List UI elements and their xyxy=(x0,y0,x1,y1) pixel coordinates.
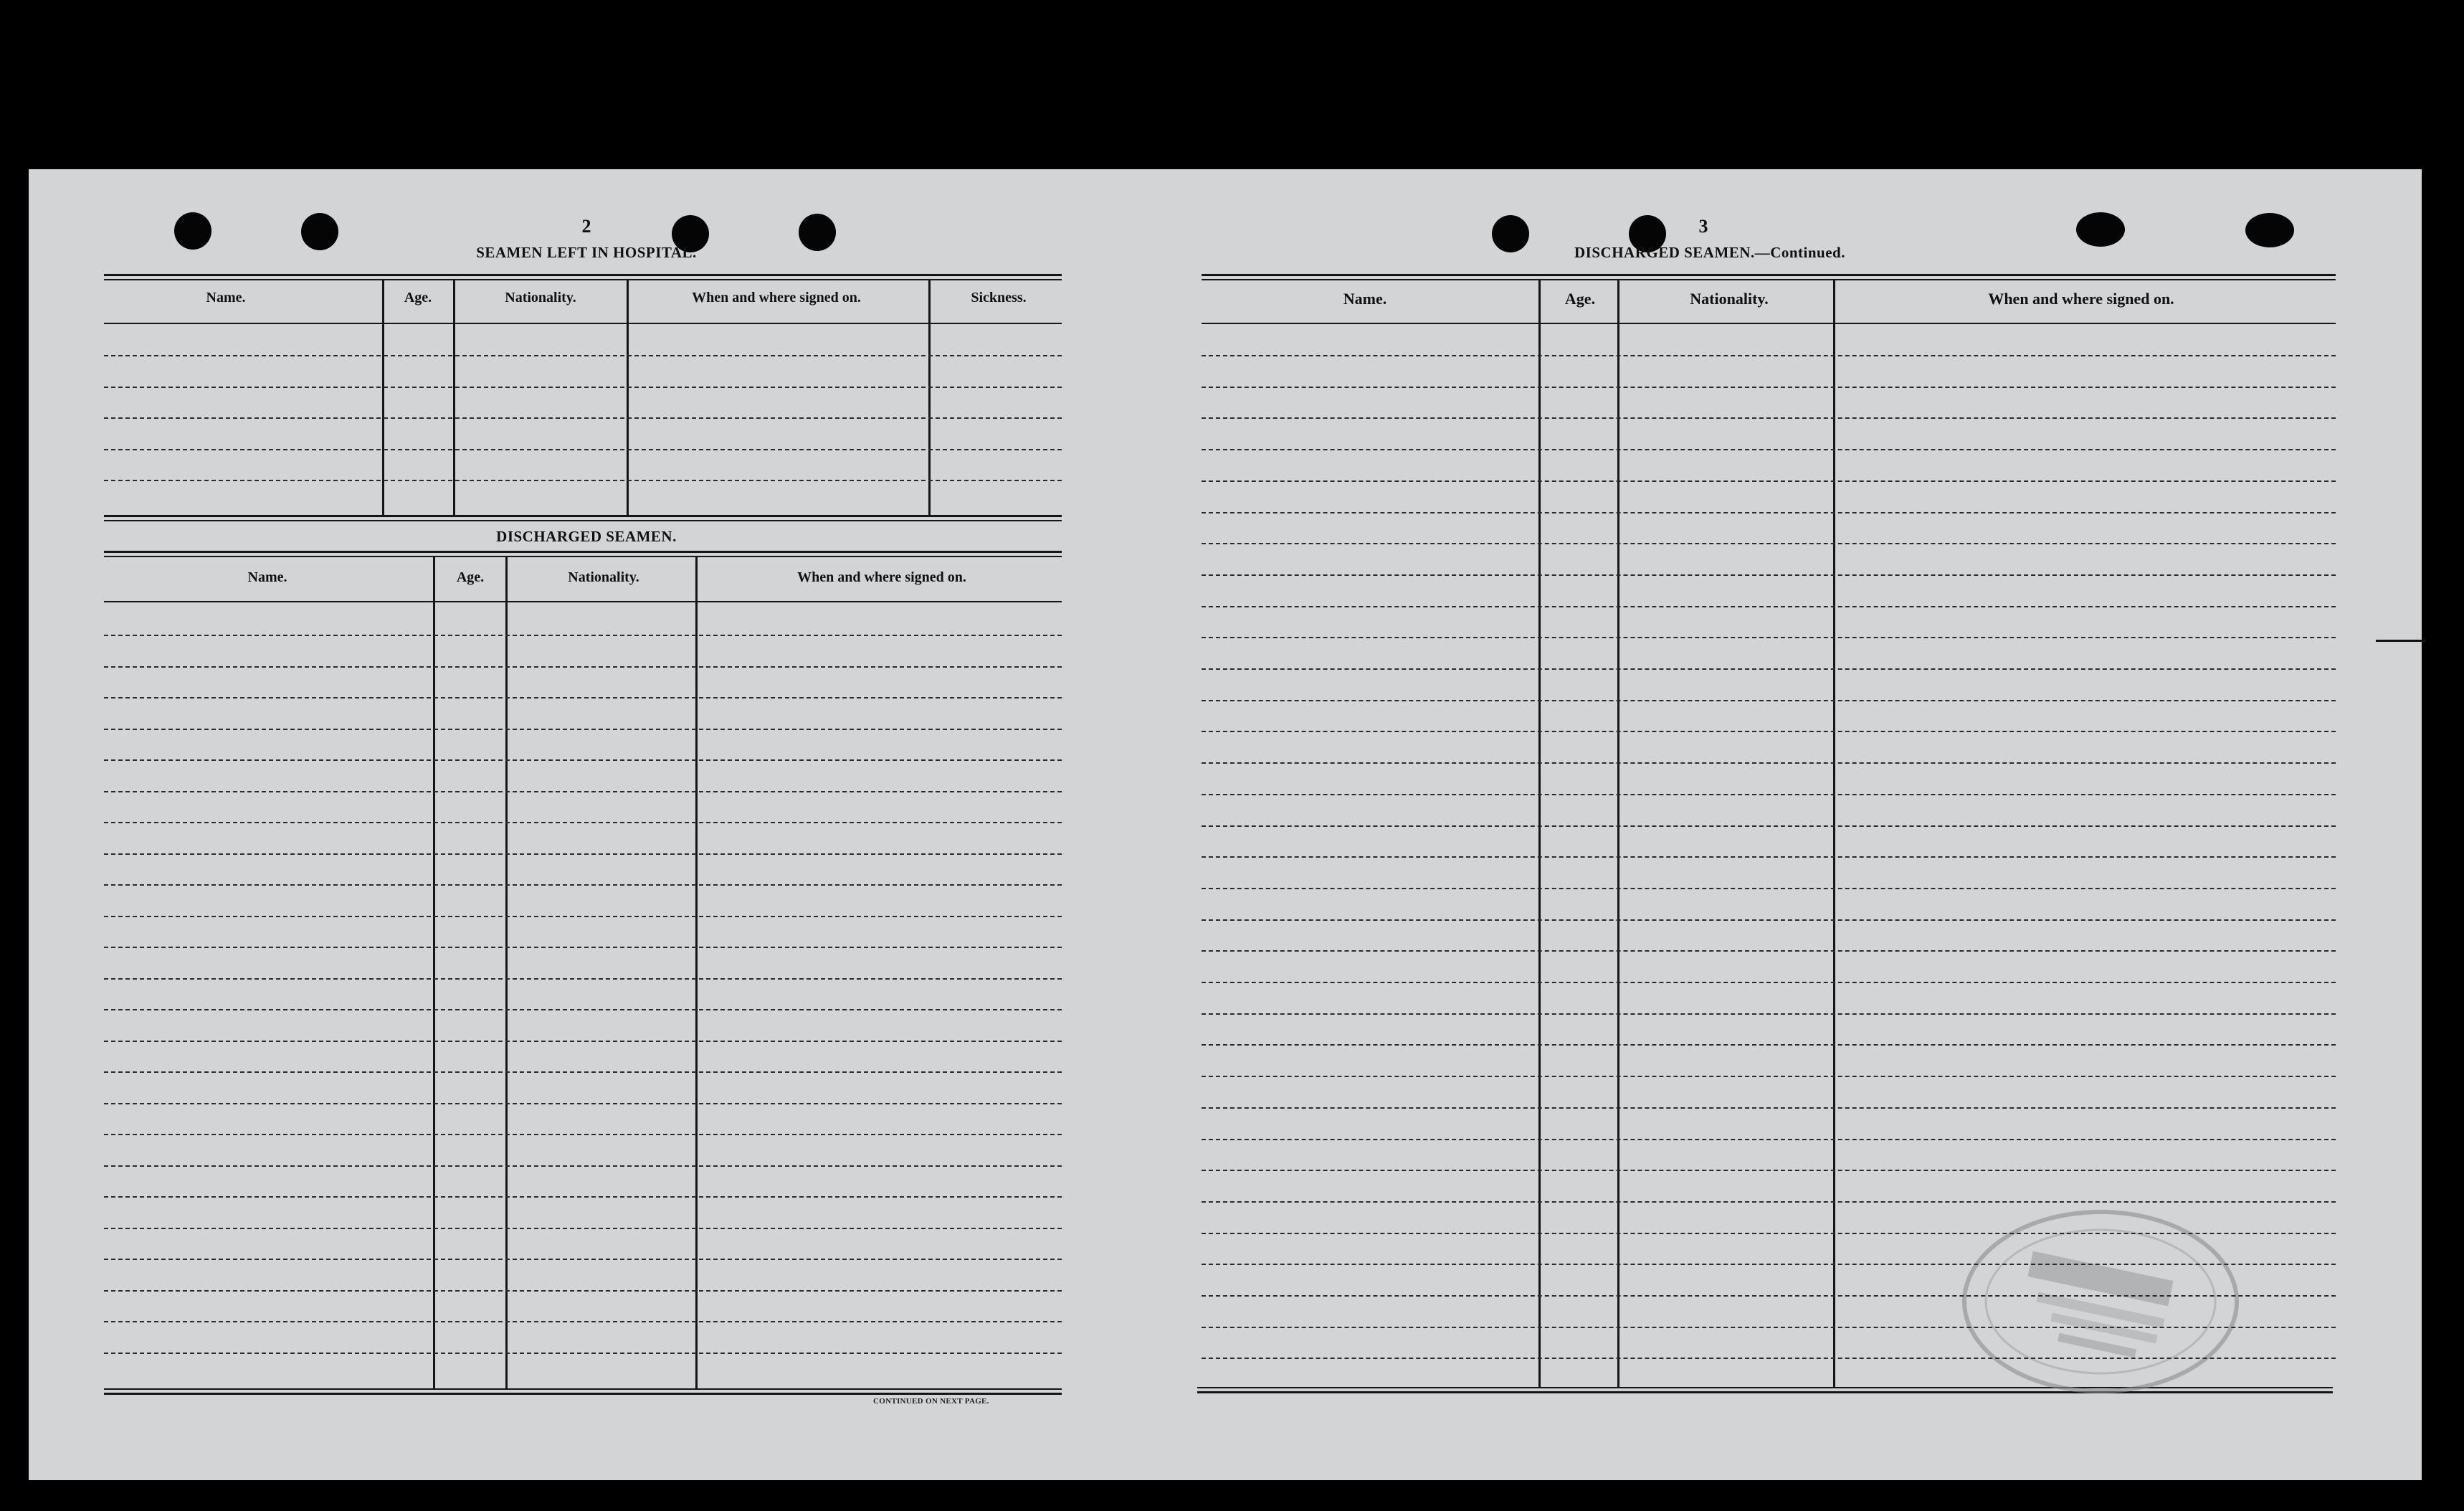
discharged-row-line xyxy=(104,1009,1062,1010)
right-row-line xyxy=(1202,668,2336,670)
right-row-line xyxy=(1202,1139,2336,1140)
discharged-bottom-rule xyxy=(104,1388,1062,1390)
right-top-rule xyxy=(1202,274,2336,276)
discharged-row-line xyxy=(104,884,1062,886)
discharged-row-line xyxy=(104,1103,1062,1104)
hospital-col-header: Nationality. xyxy=(505,290,576,305)
right-row-line xyxy=(1202,417,2336,419)
discharged-row-line xyxy=(104,791,1062,792)
discharged-col-header: Nationality. xyxy=(568,569,639,585)
discharged-col-header: When and where signed on. xyxy=(797,569,966,585)
right-row-line xyxy=(1202,1076,2336,1077)
discharged-section-title: DISCHARGED SEAMEN. xyxy=(496,528,677,545)
discharged-continued-title: DISCHARGED SEAMEN.—Continued. xyxy=(1574,244,1845,261)
hospital-top-rule xyxy=(104,274,1062,276)
hospital-row-line xyxy=(104,355,1062,356)
continued-note: CONTINUED ON NEXT PAGE. xyxy=(873,1397,989,1406)
hospital-row-line xyxy=(104,387,1062,388)
discharged-row-line xyxy=(104,1134,1062,1135)
discharged-top-rule xyxy=(104,551,1062,553)
discharged-row-line xyxy=(104,729,1062,730)
hospital-section-title: SEAMEN LEFT IN HOSPITAL. xyxy=(476,244,697,261)
punch-hole xyxy=(301,213,338,250)
discharged-row-line xyxy=(104,697,1062,698)
discharged-col-header: Name. xyxy=(247,569,287,585)
right-row-line xyxy=(1202,1264,2336,1265)
discharged-row-line xyxy=(104,1259,1062,1260)
hospital-row-line xyxy=(104,480,1062,481)
right-col-header: Age. xyxy=(1564,290,1596,308)
right-page-number: 3 xyxy=(1698,216,1708,237)
right-column-divider xyxy=(1833,280,1835,1387)
right-row-line xyxy=(1202,480,2336,482)
discharged-row-line xyxy=(104,916,1062,917)
right-col-header: Name. xyxy=(1343,290,1387,308)
discharged-row-line xyxy=(104,666,1062,668)
right-row-line xyxy=(1202,1295,2336,1297)
right-header-underline xyxy=(1202,323,2336,324)
punch-hole xyxy=(2076,212,2125,247)
right-top-rule xyxy=(1202,279,2336,280)
discharged-row-line xyxy=(104,1353,1062,1354)
right-row-line xyxy=(1202,1201,2336,1203)
received-stamp xyxy=(1950,1198,2251,1406)
right-row-line xyxy=(1202,919,2336,921)
discharged-row-line xyxy=(104,635,1062,636)
discharged-row-line xyxy=(104,1165,1062,1167)
right-col-header: Nationality. xyxy=(1690,290,1769,308)
discharged-column-divider xyxy=(695,557,698,1388)
right-row-line xyxy=(1202,387,2336,388)
hospital-bottom-rule xyxy=(104,515,1062,517)
discharged-row-line xyxy=(104,1290,1062,1292)
right-row-line xyxy=(1202,512,2336,513)
right-row-line xyxy=(1202,543,2336,544)
right-row-line xyxy=(1202,794,2336,795)
discharged-row-line xyxy=(104,822,1062,823)
right-col-header: When and where signed on. xyxy=(1988,290,2174,308)
right-row-line xyxy=(1202,700,2336,701)
right-row-line xyxy=(1202,574,2336,576)
discharged-row-line xyxy=(104,947,1062,948)
right-row-line xyxy=(1202,1170,2336,1171)
discharged-row-line xyxy=(104,1321,1062,1322)
discharged-row-line xyxy=(104,1196,1062,1198)
discharged-column-divider xyxy=(505,557,508,1388)
right-row-line xyxy=(1202,449,2336,450)
right-row-line xyxy=(1202,355,2336,356)
discharged-row-line xyxy=(104,978,1062,980)
right-row-line xyxy=(1202,1233,2336,1234)
hospital-header-underline xyxy=(104,323,1062,324)
right-row-line xyxy=(1202,731,2336,732)
discharged-row-line xyxy=(104,1071,1062,1073)
discharged-row-line xyxy=(104,853,1062,855)
right-column-divider xyxy=(1538,280,1541,1387)
hospital-col-header: When and where signed on. xyxy=(692,290,861,305)
discharged-bottom-rule xyxy=(104,1393,1062,1395)
hospital-row-line xyxy=(104,449,1062,450)
discharged-row-line xyxy=(104,759,1062,761)
discharged-row-line xyxy=(104,1041,1062,1042)
edge-mark xyxy=(2376,640,2426,642)
right-row-line xyxy=(1202,762,2336,764)
right-row-line xyxy=(1202,606,2336,607)
punch-hole xyxy=(799,214,836,251)
punch-hole xyxy=(2245,213,2294,247)
right-column-divider xyxy=(1617,280,1619,1387)
hospital-col-header: Age. xyxy=(404,290,432,305)
hospital-row-line xyxy=(104,417,1062,419)
right-row-line xyxy=(1202,1044,2336,1046)
right-row-line xyxy=(1202,1358,2336,1359)
discharged-top-rule xyxy=(104,556,1062,557)
discharged-column-divider xyxy=(433,557,435,1388)
punch-hole xyxy=(1492,215,1529,252)
right-row-line xyxy=(1202,637,2336,638)
discharged-col-header: Age. xyxy=(456,569,485,585)
right-row-line xyxy=(1202,1327,2336,1328)
hospital-col-header: Name. xyxy=(206,290,246,305)
right-row-line xyxy=(1202,982,2336,983)
right-row-line xyxy=(1202,950,2336,952)
hospital-bottom-rule xyxy=(104,520,1062,521)
right-row-line xyxy=(1202,825,2336,827)
right-row-line xyxy=(1202,888,2336,889)
hospital-col-header: Sickness. xyxy=(971,290,1027,305)
right-row-line xyxy=(1202,1013,2336,1015)
punch-hole xyxy=(174,212,211,250)
right-row-line xyxy=(1202,1107,2336,1109)
right-row-line xyxy=(1202,856,2336,858)
discharged-row-line xyxy=(104,1228,1062,1229)
hospital-top-rule xyxy=(104,279,1062,280)
left-page-number: 2 xyxy=(581,216,591,237)
discharged-header-underline xyxy=(104,601,1062,602)
